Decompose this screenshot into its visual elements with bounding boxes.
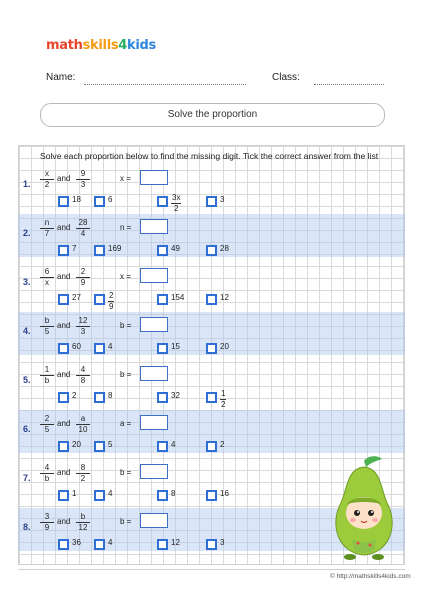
option-fraction <box>171 193 181 214</box>
fraction-right <box>76 316 90 337</box>
site-logo <box>46 38 156 53</box>
problem-row <box>18 169 405 217</box>
checkbox[interactable] <box>206 490 217 501</box>
answer-box[interactable] <box>140 366 168 381</box>
option-denominator: 9 <box>109 302 114 311</box>
denominator: 7 <box>44 229 50 238</box>
numerator: 1 <box>40 365 54 376</box>
logo-part-2: skills <box>82 38 119 53</box>
option-label: 60 <box>72 342 81 351</box>
problem-number: 5. <box>23 375 31 385</box>
checkbox[interactable] <box>58 490 69 501</box>
option-numerator: 3x <box>172 193 181 202</box>
variable-label: x = <box>120 174 131 183</box>
checkbox[interactable] <box>94 294 105 305</box>
problem-number: 7. <box>23 473 31 483</box>
numerator: n <box>40 218 54 229</box>
checkbox[interactable] <box>94 539 105 550</box>
numerator: 12 <box>76 316 90 327</box>
answer-box[interactable] <box>140 268 168 283</box>
option-label: 36 <box>72 538 81 547</box>
numerator: 9 <box>76 169 90 180</box>
checkbox[interactable] <box>157 343 168 354</box>
denominator: x <box>45 278 49 287</box>
option-denominator: 2 <box>174 204 179 213</box>
checkbox[interactable] <box>157 245 168 256</box>
fraction-left <box>40 365 54 386</box>
name-label: Name: <box>46 72 76 83</box>
class-field[interactable] <box>314 84 384 85</box>
checkbox[interactable] <box>94 490 105 501</box>
pear-mascot <box>324 455 404 565</box>
checkbox[interactable] <box>206 441 217 452</box>
option-label: 6 <box>108 195 113 204</box>
fraction-right <box>76 365 90 386</box>
checkbox[interactable] <box>58 539 69 550</box>
and-label: and <box>57 321 71 330</box>
option-label: 169 <box>108 244 122 253</box>
denominator: 9 <box>44 523 50 532</box>
option-label: 154 <box>171 293 185 302</box>
fraction-left <box>40 463 54 484</box>
numerator: a <box>76 414 90 425</box>
checkbox[interactable] <box>157 539 168 550</box>
fraction-left <box>40 267 54 288</box>
problem-row <box>18 218 405 266</box>
variable-label: n = <box>120 223 132 232</box>
checkbox[interactable] <box>58 441 69 452</box>
answer-box[interactable] <box>140 513 168 528</box>
variable-label: b = <box>120 321 132 330</box>
checkbox[interactable] <box>206 245 217 256</box>
answer-box[interactable] <box>140 170 168 185</box>
option-label: 4 <box>108 489 113 498</box>
and-label: and <box>57 370 71 379</box>
logo-part-4: kids <box>127 38 156 53</box>
checkbox[interactable] <box>94 441 105 452</box>
answer-box[interactable] <box>140 317 168 332</box>
option-label: 2 <box>72 391 77 400</box>
instructions: Solve each proportion below to find the missing digit. Tick the correct answer from the list <box>40 151 379 161</box>
option-fraction <box>220 389 226 410</box>
denominator: b <box>44 474 50 483</box>
fraction-left <box>40 218 54 239</box>
and-label: and <box>57 174 71 183</box>
option-label: 4 <box>171 440 176 449</box>
option-label: 20 <box>220 342 229 351</box>
fraction-left <box>40 316 54 337</box>
fraction-right <box>76 512 90 533</box>
denominator: 8 <box>80 376 86 385</box>
problem-number: 1. <box>23 179 31 189</box>
numerator: 2 <box>40 414 54 425</box>
denominator: 2 <box>44 180 50 189</box>
option-label: 1 <box>72 489 77 498</box>
option-label: 4 <box>108 342 113 351</box>
class-label: Class: <box>272 72 300 83</box>
problem-row <box>18 365 405 413</box>
checkbox[interactable] <box>157 196 168 207</box>
answer-box[interactable] <box>140 464 168 479</box>
numerator: 8 <box>76 463 90 474</box>
variable-label: x = <box>120 272 131 281</box>
answer-box[interactable] <box>140 219 168 234</box>
worksheet-title: Solve the proportion <box>40 103 385 127</box>
fraction-right <box>76 463 90 484</box>
denominator: 3 <box>80 180 86 189</box>
fraction-left <box>40 414 54 435</box>
logo-part-1: math <box>46 38 83 53</box>
denominator: 2 <box>80 474 86 483</box>
variable-label: b = <box>120 517 132 526</box>
checkbox[interactable] <box>94 245 105 256</box>
problem-number: 3. <box>23 277 31 287</box>
denominator: 5 <box>44 327 50 336</box>
numerator: 4 <box>76 365 90 376</box>
answer-box[interactable] <box>140 415 168 430</box>
fraction-left <box>40 512 54 533</box>
option-label: 3 <box>220 195 225 204</box>
fraction-right <box>76 218 90 239</box>
numerator: b <box>76 512 90 523</box>
header-row <box>46 72 386 88</box>
option-label: 27 <box>72 293 81 302</box>
variable-label: b = <box>120 468 132 477</box>
option-label: 12 <box>220 293 229 302</box>
denominator: 4 <box>80 229 86 238</box>
option-label: 3 <box>220 538 225 547</box>
and-label: and <box>57 468 71 477</box>
option-label: 28 <box>220 244 229 253</box>
option-label: 15 <box>171 342 180 351</box>
problem-number: 2. <box>23 228 31 238</box>
logo-part-3: 4 <box>118 38 128 53</box>
option-label: 49 <box>171 244 180 253</box>
checkbox[interactable] <box>94 343 105 354</box>
checkbox[interactable] <box>58 294 69 305</box>
option-label: 5 <box>108 440 113 449</box>
checkbox[interactable] <box>206 539 217 550</box>
fraction-right <box>76 267 90 288</box>
option-label: 8 <box>108 391 113 400</box>
option-label: 16 <box>220 489 229 498</box>
checkbox[interactable] <box>94 392 105 403</box>
fraction-left <box>40 169 54 190</box>
checkbox[interactable] <box>206 343 217 354</box>
checkbox[interactable] <box>94 196 105 207</box>
numerator: 6 <box>40 267 54 278</box>
problem-number: 8. <box>23 522 31 532</box>
option-label: 32 <box>171 391 180 400</box>
denominator: 5 <box>44 425 50 434</box>
option-numerator: 1 <box>221 389 226 398</box>
problem-row <box>18 316 405 364</box>
option-label: 18 <box>72 195 81 204</box>
denominator: 9 <box>80 278 86 287</box>
option-label: 7 <box>72 244 77 253</box>
problem-row <box>18 267 405 315</box>
checkbox[interactable] <box>157 441 168 452</box>
fraction-right <box>76 169 90 190</box>
problem-number: 4. <box>23 326 31 336</box>
and-label: and <box>57 223 71 232</box>
numerator: 3 <box>40 512 54 523</box>
numerator: x <box>40 169 54 180</box>
checkbox[interactable] <box>58 245 69 256</box>
denominator: 10 <box>78 425 88 434</box>
variable-label: a = <box>120 419 132 428</box>
footer-url[interactable]: © http://mathskills4kids.com <box>330 573 411 580</box>
option-label: 20 <box>72 440 81 449</box>
option-numerator: 2 <box>109 291 114 300</box>
checkbox[interactable] <box>157 490 168 501</box>
denominator: 3 <box>80 327 86 336</box>
checkbox[interactable] <box>206 294 217 305</box>
numerator: 28 <box>76 218 90 229</box>
pear-mascot-illustration <box>336 456 392 560</box>
fraction-right <box>76 414 90 435</box>
checkbox[interactable] <box>58 343 69 354</box>
variable-label: b = <box>120 370 132 379</box>
option-fraction <box>108 291 114 312</box>
denominator: 12 <box>78 523 88 532</box>
denominator: b <box>44 376 50 385</box>
checkbox[interactable] <box>206 196 217 207</box>
and-label: and <box>57 517 71 526</box>
and-label: and <box>57 272 71 281</box>
checkbox[interactable] <box>157 392 168 403</box>
numerator: 2 <box>76 267 90 278</box>
checkbox[interactable] <box>206 392 217 403</box>
option-label: 12 <box>171 538 180 547</box>
numerator: b <box>40 316 54 327</box>
footer-divider <box>18 569 405 570</box>
option-label: 2 <box>220 440 225 449</box>
checkbox[interactable] <box>157 294 168 305</box>
option-label: 8 <box>171 489 176 498</box>
name-field[interactable] <box>84 84 246 85</box>
checkbox[interactable] <box>58 392 69 403</box>
option-denominator: 2 <box>221 400 226 409</box>
and-label: and <box>57 419 71 428</box>
numerator: 4 <box>40 463 54 474</box>
checkbox[interactable] <box>58 196 69 207</box>
problem-number: 6. <box>23 424 31 434</box>
option-label: 4 <box>108 538 113 547</box>
